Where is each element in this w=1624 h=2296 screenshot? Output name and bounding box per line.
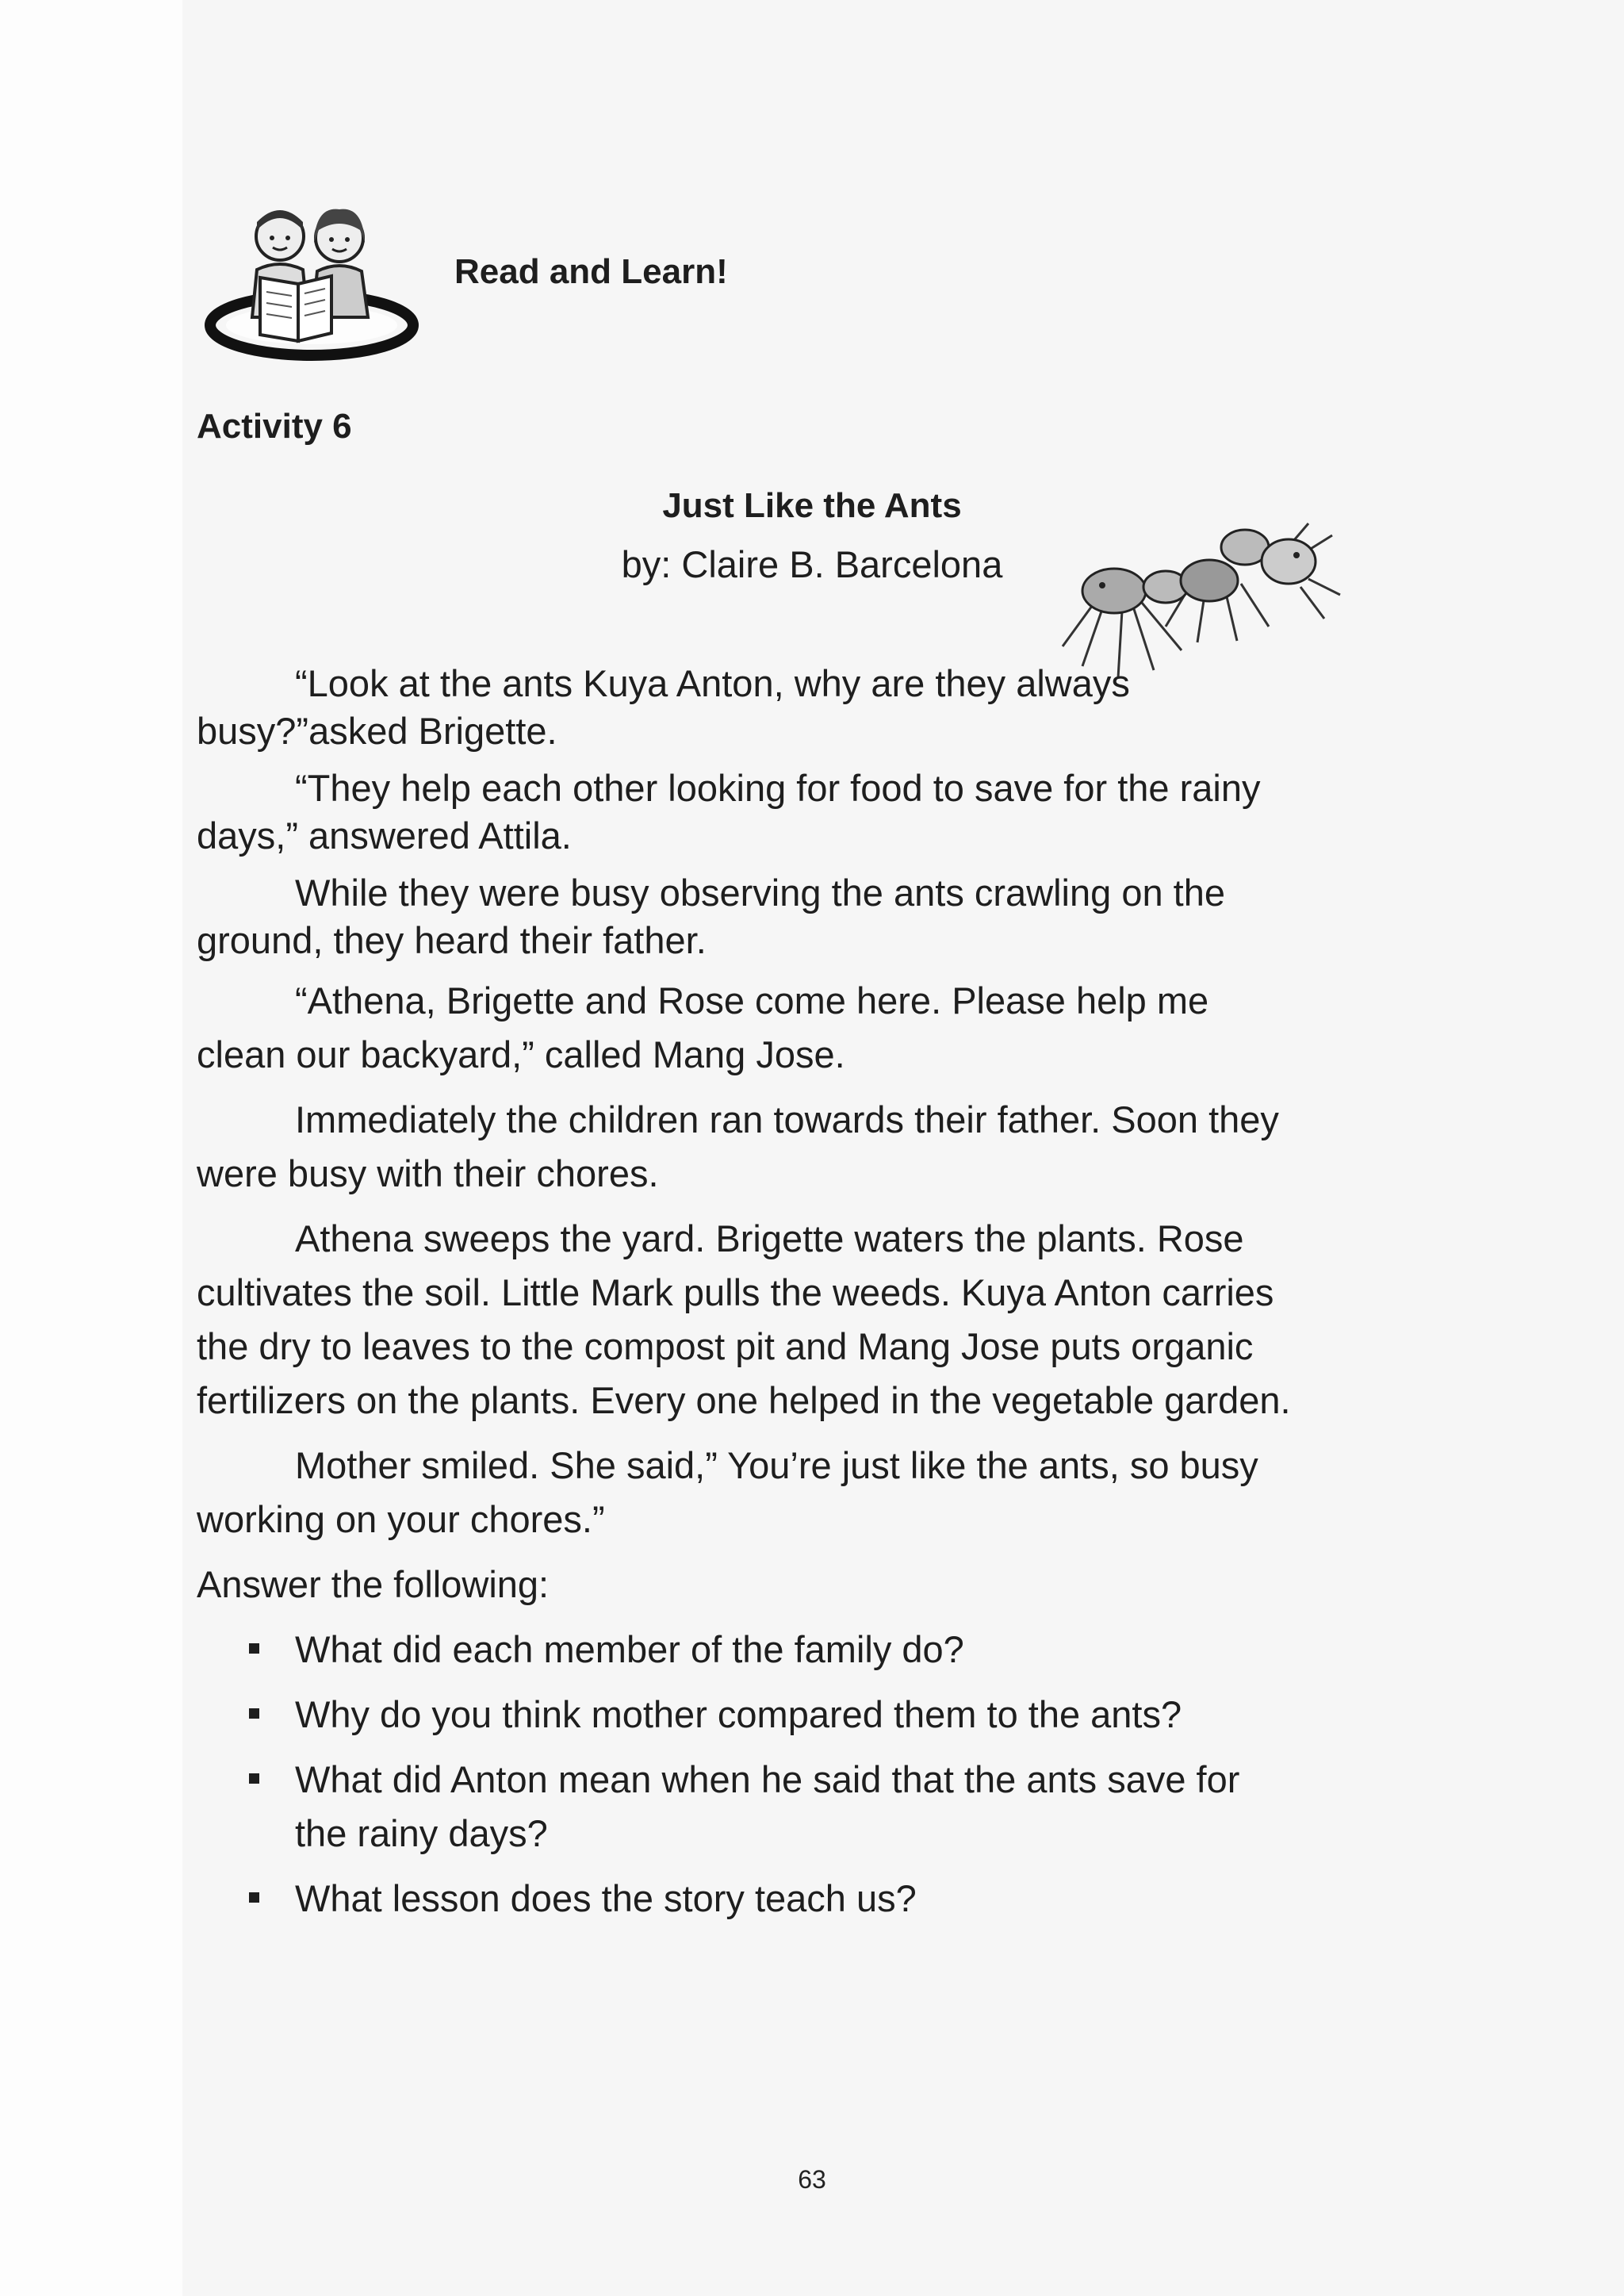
question-item xyxy=(197,1623,1434,1677)
question-text: the rainy days? xyxy=(295,1812,548,1854)
paragraph-line: ground, they heard their father. xyxy=(197,919,707,961)
paragraph-line: Mother smiled. She said,” You’re just like the ants, so busy xyxy=(295,1444,1258,1486)
question-text: What did each member of the family do? xyxy=(295,1628,964,1670)
story-paragraph xyxy=(197,765,1434,860)
ants-illustration xyxy=(1047,508,1348,682)
paragraph-line: clean our backyard,” called Mang Jose. xyxy=(197,1033,845,1075)
paragraph-line: cultivates the soil. Little Mark pulls the weeds. Kuya Anton carries xyxy=(197,1271,1274,1313)
paragraph-line: were busy with their chores. xyxy=(197,1152,659,1194)
story-paragraph xyxy=(197,1093,1434,1201)
paragraph-line: Immediately the children ran towards their father. Soon they xyxy=(295,1098,1279,1140)
story-paragraph xyxy=(197,660,1434,755)
paragraph-line: fertilizers on the plants. Every one helped in the vegetable garden. xyxy=(197,1379,1291,1421)
bullet-icon xyxy=(249,1773,259,1784)
questions-prompt: Answer the following: xyxy=(197,1563,550,1605)
story-paragraph xyxy=(197,1439,1434,1547)
story-author: by: Claire B. Barcelona xyxy=(621,543,1003,585)
paragraph-line: “Athena, Brigette and Rose come here. Please help me xyxy=(295,979,1209,1022)
story-text xyxy=(197,660,1434,1937)
question-text: What did Anton mean when he said that the ants save for xyxy=(295,1758,1240,1800)
question-item xyxy=(197,1688,1434,1742)
page-number: 63 xyxy=(798,2165,826,2194)
question-text: What lesson does the story teach us? xyxy=(295,1877,917,1919)
paragraph-line: “Look at the ants Kuya Anton, why are they always xyxy=(295,662,1130,704)
story-title: Just Like the Ants xyxy=(662,486,962,525)
paragraph-line: While they were busy observing the ants crawling on the xyxy=(295,872,1226,914)
paragraph-line: days,” answered Attila. xyxy=(197,815,572,857)
children-reading-icon xyxy=(205,198,419,361)
paragraph-line: Athena sweeps the yard. Brigette waters the plants. Rose xyxy=(295,1217,1244,1259)
bullet-icon xyxy=(249,1643,259,1654)
bullet-icon xyxy=(249,1892,259,1903)
question-text: Why do you think mother compared them to the ants? xyxy=(295,1693,1182,1735)
paragraph-line: the dry to leaves to the compost pit and Mang Jose puts organic xyxy=(197,1325,1254,1367)
section-heading: Read and Learn! xyxy=(454,252,728,291)
question-item xyxy=(197,1872,1434,1926)
paragraph-line: busy?”asked Brigette. xyxy=(197,710,557,752)
activity-label: Activity 6 xyxy=(197,407,352,446)
story-paragraph xyxy=(197,1212,1434,1428)
bullet-icon xyxy=(249,1708,259,1719)
story-paragraph xyxy=(197,869,1434,964)
story-paragraph xyxy=(197,974,1434,1082)
paragraph-line: working on your chores.” xyxy=(197,1498,605,1540)
paragraph-line: “They help each other looking for food to save for the rainy xyxy=(295,767,1261,809)
questions-list xyxy=(197,1623,1434,1926)
question-item xyxy=(197,1753,1434,1861)
